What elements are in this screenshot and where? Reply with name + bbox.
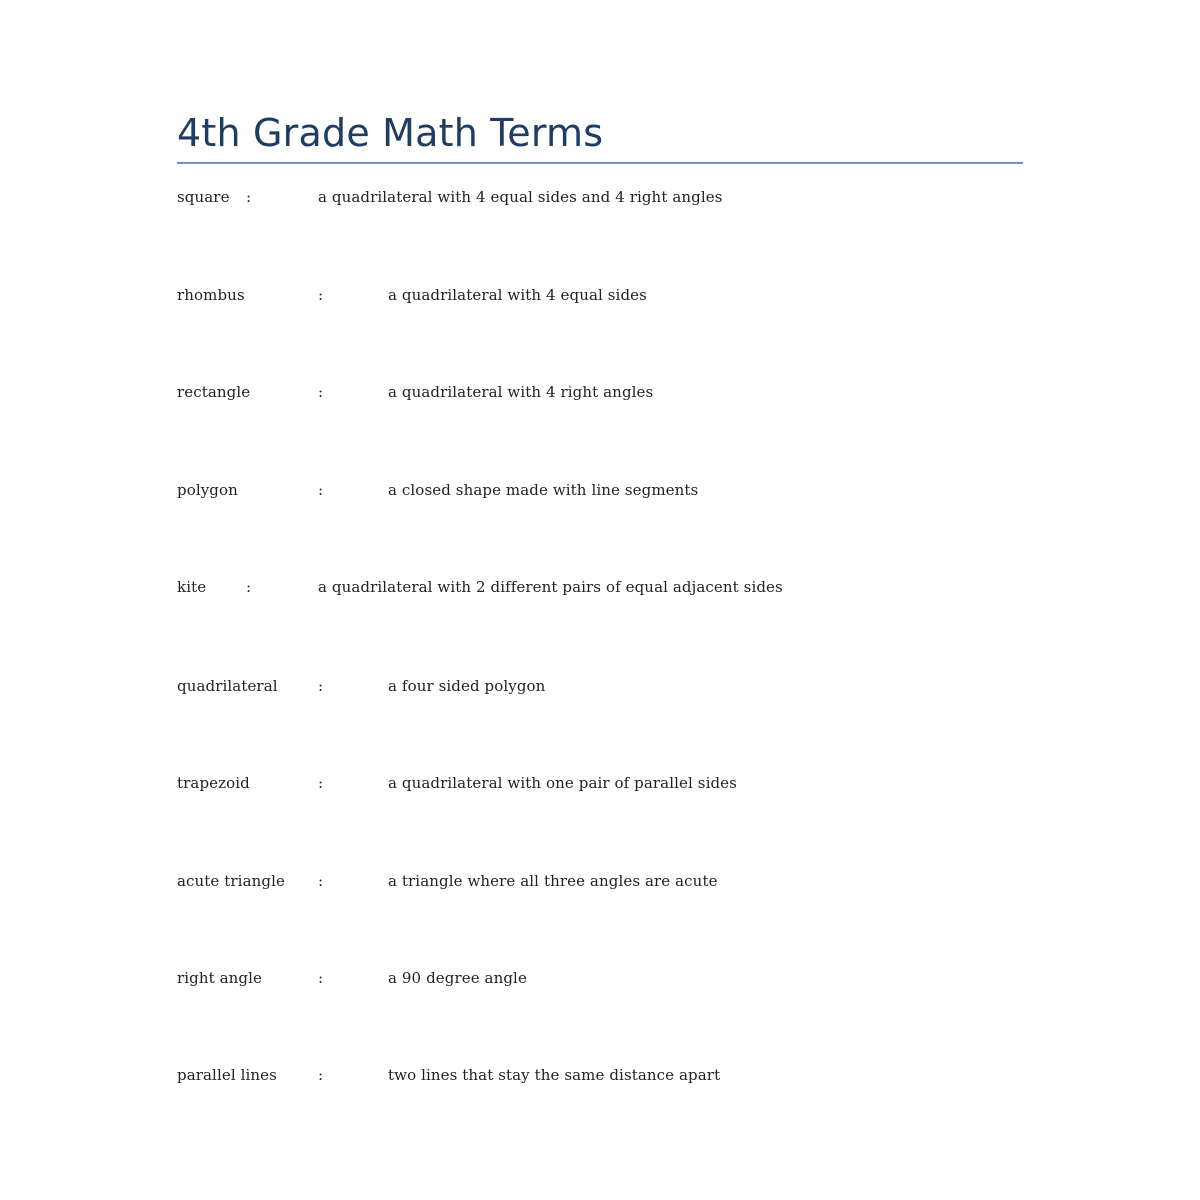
term-row-polygon xyxy=(0,478,1200,502)
page-title: 4th Grade Math Terms xyxy=(177,111,604,155)
term-label: rhombus xyxy=(177,286,245,304)
term-definition: a quadrilateral with 4 equal sides and 4 right angles xyxy=(318,188,723,206)
term-separator: : xyxy=(246,188,252,206)
term-separator: : xyxy=(318,969,324,987)
term-label: rectangle xyxy=(177,383,251,401)
term-label: square xyxy=(177,188,230,206)
term-definition: a quadrilateral with 4 right angles xyxy=(388,383,654,401)
term-definition: a 90 degree angle xyxy=(388,969,527,987)
term-row-parallel-lines xyxy=(0,1063,1200,1087)
term-separator: : xyxy=(318,481,324,499)
term-label: quadrilateral xyxy=(177,677,278,695)
term-definition: two lines that stay the same distance apart xyxy=(388,1066,721,1084)
term-label: polygon xyxy=(177,481,238,499)
term-definition: a closed shape made with line segments xyxy=(388,481,699,499)
term-separator: : xyxy=(318,383,324,401)
term-row-trapezoid xyxy=(0,771,1200,795)
term-definition: a quadrilateral with one pair of parallel sides xyxy=(388,774,737,792)
term-row-acute-triangle xyxy=(0,869,1200,893)
term-label: trapezoid xyxy=(177,774,250,792)
term-row-kite xyxy=(0,575,1200,599)
term-row-square xyxy=(0,185,1200,209)
term-row-right-angle xyxy=(0,966,1200,990)
term-row-rectangle xyxy=(0,380,1200,404)
term-separator: : xyxy=(318,774,324,792)
term-definition: a four sided polygon xyxy=(388,677,546,695)
title-underline-divider xyxy=(177,162,1023,164)
term-separator: : xyxy=(246,578,252,596)
term-separator: : xyxy=(318,872,324,890)
term-separator: : xyxy=(318,286,324,304)
term-label: kite xyxy=(177,578,207,596)
term-separator: : xyxy=(318,1066,324,1084)
term-definition: a quadrilateral with 2 different pairs of equal adjacent sides xyxy=(318,578,783,596)
term-definition: a quadrilateral with 4 equal sides xyxy=(388,286,647,304)
term-row-quadrilateral xyxy=(0,674,1200,698)
term-label: parallel lines xyxy=(177,1066,277,1084)
term-separator: : xyxy=(318,677,324,695)
term-label: acute triangle xyxy=(177,872,285,890)
term-definition: a triangle where all three angles are acute xyxy=(388,872,718,890)
term-row-rhombus xyxy=(0,283,1200,307)
term-label: right angle xyxy=(177,969,263,987)
